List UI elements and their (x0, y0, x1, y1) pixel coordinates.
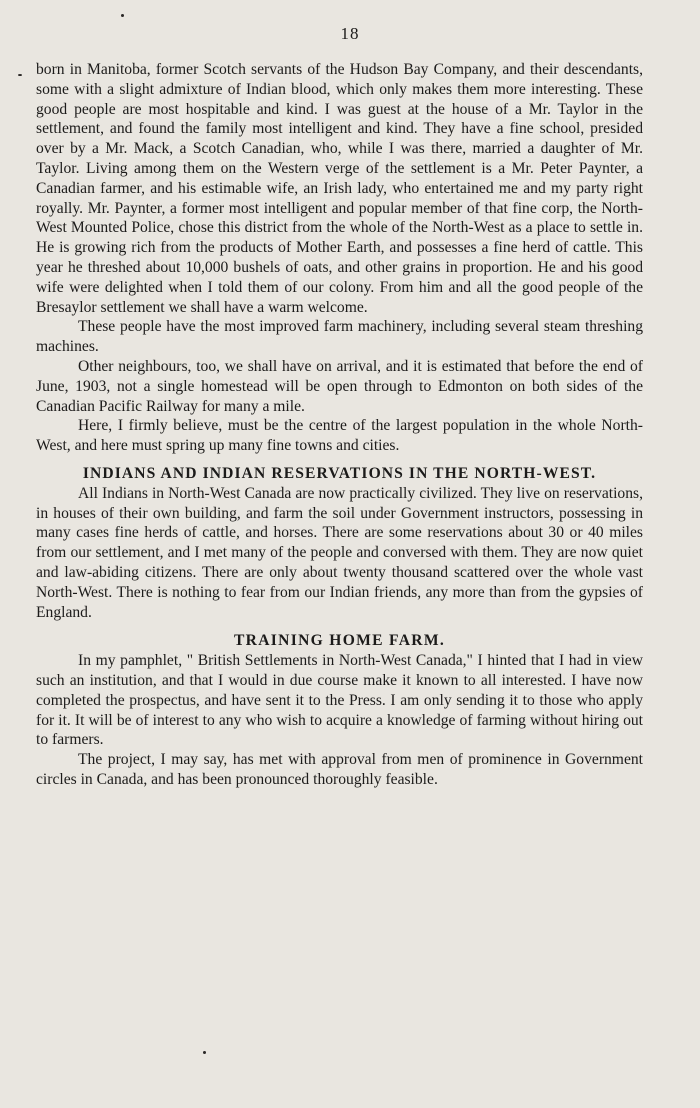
page-body (36, 60, 643, 790)
paragraph: born in Manitoba, former Scotch servants of the Hudson Bay Company, and their descendants, some with a slight admixture of Indian blood, which only makes them more interesting. These good people are most hospitable and kind. I was guest at the house of a Mr. Taylor in the settlement, and found the family most intelligent and kind. They have a fine school, presided over by a Mr. Mack, a Scotch Canadian, who, while I was there, married a daughter of Mr. Taylor. Living among them on the Western verge of the settlement is a Mr. Peter Paynter, a Canadian farmer, and his estimable wife, an Irish lady, who entertained me and my party right royally. Mr. Paynter, a former most intelligent and popular member of that fine corp, the North-West Mounted Police, chose this district from the whole of the North-West as a place to settle in. He is growing rich from the products of Mother Earth, and possesses a fine herd of cattle. This year he threshed about 10,000 bushels of oats, and other grains in proportion. He and his good wife were delighted when I told them of our colony. From him and all the good people of the Bresaylor settlement we shall have a warm welcome. (36, 61, 643, 316)
paragraph: In my pamphlet, " British Settlements in North-West Canada," I hinted that I had in view such an institution, and that I would in due course make it known to all interested. I have now completed the prospectus, and have sent it to the Press. I am only sending it to those who apply for it. It will be of interest to any who wish to acquire a knowledge of farming without hiring out to farmers. (36, 652, 643, 749)
section-heading-indians: INDIANS AND INDIAN RESERVATIONS IN THE NORTH-WEST. (82, 464, 597, 482)
paragraph: Here, I firmly believe, must be the centre of the largest population in the whole North-West, and here must spring up many fine towns and cities. (36, 417, 643, 455)
ink-speck (18, 74, 22, 76)
section-heading-training-farm: TRAINING HOME FARM. (233, 632, 446, 650)
ink-speck (121, 14, 124, 17)
paragraph: The project, I may say, has met with approval from men of prominence in Government circles in Canada, and has been pronounced thoroughly feasible. (36, 751, 643, 788)
paragraph: Other neighbours, too, we shall have on arrival, and it is estimated that before the end of June, 1903, not a single homestead will be open through to Edmonton on both sides of the Canadian Pacific Railway for many a mile. (36, 357, 643, 415)
page-number: 18 (340, 24, 360, 43)
paragraph: These people have the most improved farm machinery, including several steam threshing machines. (36, 318, 643, 356)
ink-speck (203, 1051, 206, 1054)
paragraph: All Indians in North-West Canada are now practically civilized. They live on reservations, in houses of their own building, and farm the soil under Government instructors, possessing in many cases fine herds of cattle, and horses. There are some reservations about 30 or 40 miles from our settlement, and I met many of the people and conversed with them. They are now quiet and law-abiding citizens. There are only about twenty thousand scattered over the whole vast North-West. There is nothing to fear from our Indian friends, any more than from the gypsies of England. (36, 484, 643, 621)
